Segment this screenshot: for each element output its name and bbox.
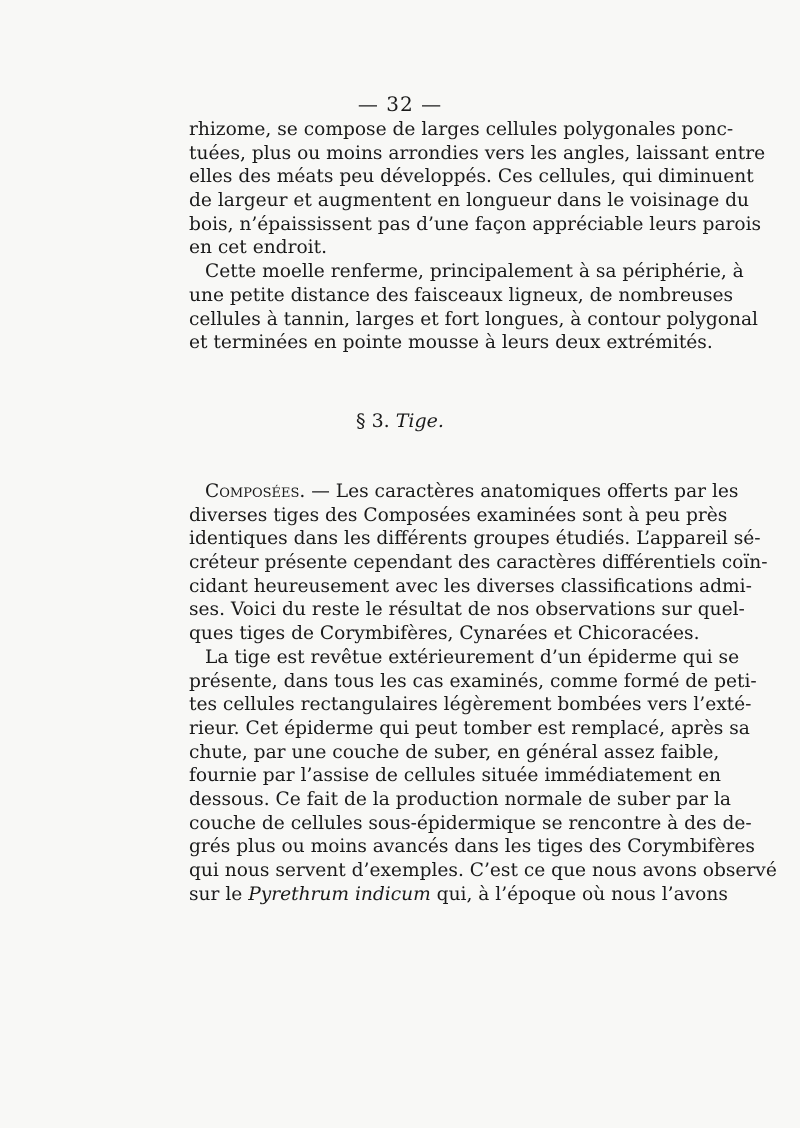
text-line: dessous. Ce fait de la production normale de suber par la [189,788,731,810]
text-line: créteur présente cependant des caractères différentiels coïn- [189,552,768,574]
text-line: de largeur et augmentent en longueur dans le voisinage du [189,190,750,212]
text-line: fournie par l’assise de cellules située immédiatement en [189,765,721,787]
page-number: — 32 — [357,92,443,116]
section-number: § 3. [356,410,390,432]
text-line: tes cellules rectangulaires légèrement bombées vers l’exté- [189,694,752,716]
section-heading [0,410,800,432]
text-line: grés plus ou moins avancés dans les tiges des Corymbifères [189,836,755,858]
text-line: chute, par une couche de suber, en général assez faible, [189,741,720,763]
text-line: identiques dans les différents groupes étudiés. L’appareil sé- [189,528,761,550]
text-line: diverses tiges des Composées examinées sont à peu près [189,504,728,526]
text-line: et terminées en pointe mousse à leurs deux extrémités. [189,332,713,354]
text-line: présente, dans tous les cas examinés, comme formé de peti- [189,670,757,692]
text-line: ses. Voici du reste le résultat de nos observations sur quel- [189,599,745,621]
text-line: cellules à tannin, larges et fort longues, à contour polygonal [189,308,758,330]
section-title: Tige. [395,410,444,432]
paragraph-composees [189,480,777,906]
text-line: bois, n’épaississent pas d’une façon appréciable leurs parois [189,213,762,235]
species-name: Pyrethrum indicum [248,883,431,905]
text-line: ques tiges de Corymbifères, Cynarées et Chicoracées. [189,623,700,645]
text-fragment: sur le [189,883,249,905]
text-fragment: — Les caractères anatomiques offerts par les [305,481,739,502]
text-line: couche de cellules sous-épidermique se rencontre à des de- [189,812,752,834]
paragraph-rhizome [189,118,766,355]
text-line [189,883,728,907]
text-line: une petite distance des faisceaux ligneux, de nombreuses [189,284,734,306]
text-line: rieur. Cet épiderme qui peut tomber est remplacé, après sa [189,717,750,739]
text-fragment: qui, à l’époque où nous l’avons [430,883,728,905]
text-line: qui nous servent d’exemples. C’est ce que nous avons observé [189,860,777,881]
text-line: tuées, plus ou moins arrondies vers les angles, laissant entre [189,142,766,164]
text-line: La tige est revêtue extérieurement d’un épiderme qui se [205,646,740,668]
lead-term: Composées. [205,481,306,502]
text-line: elles des méats peu développés. Ces cellules, qui diminuent [189,166,754,188]
text-line: cidant heureusement avec les diverses classifications admi- [189,575,752,597]
text-line: en cet endroit. [189,237,327,259]
text-line: Cette moelle renferme, principalement à sa périphérie, à [205,261,744,283]
text-line: rhizome, se compose de larges cellules polygonales ponc- [189,119,734,140]
text-line [189,480,739,504]
